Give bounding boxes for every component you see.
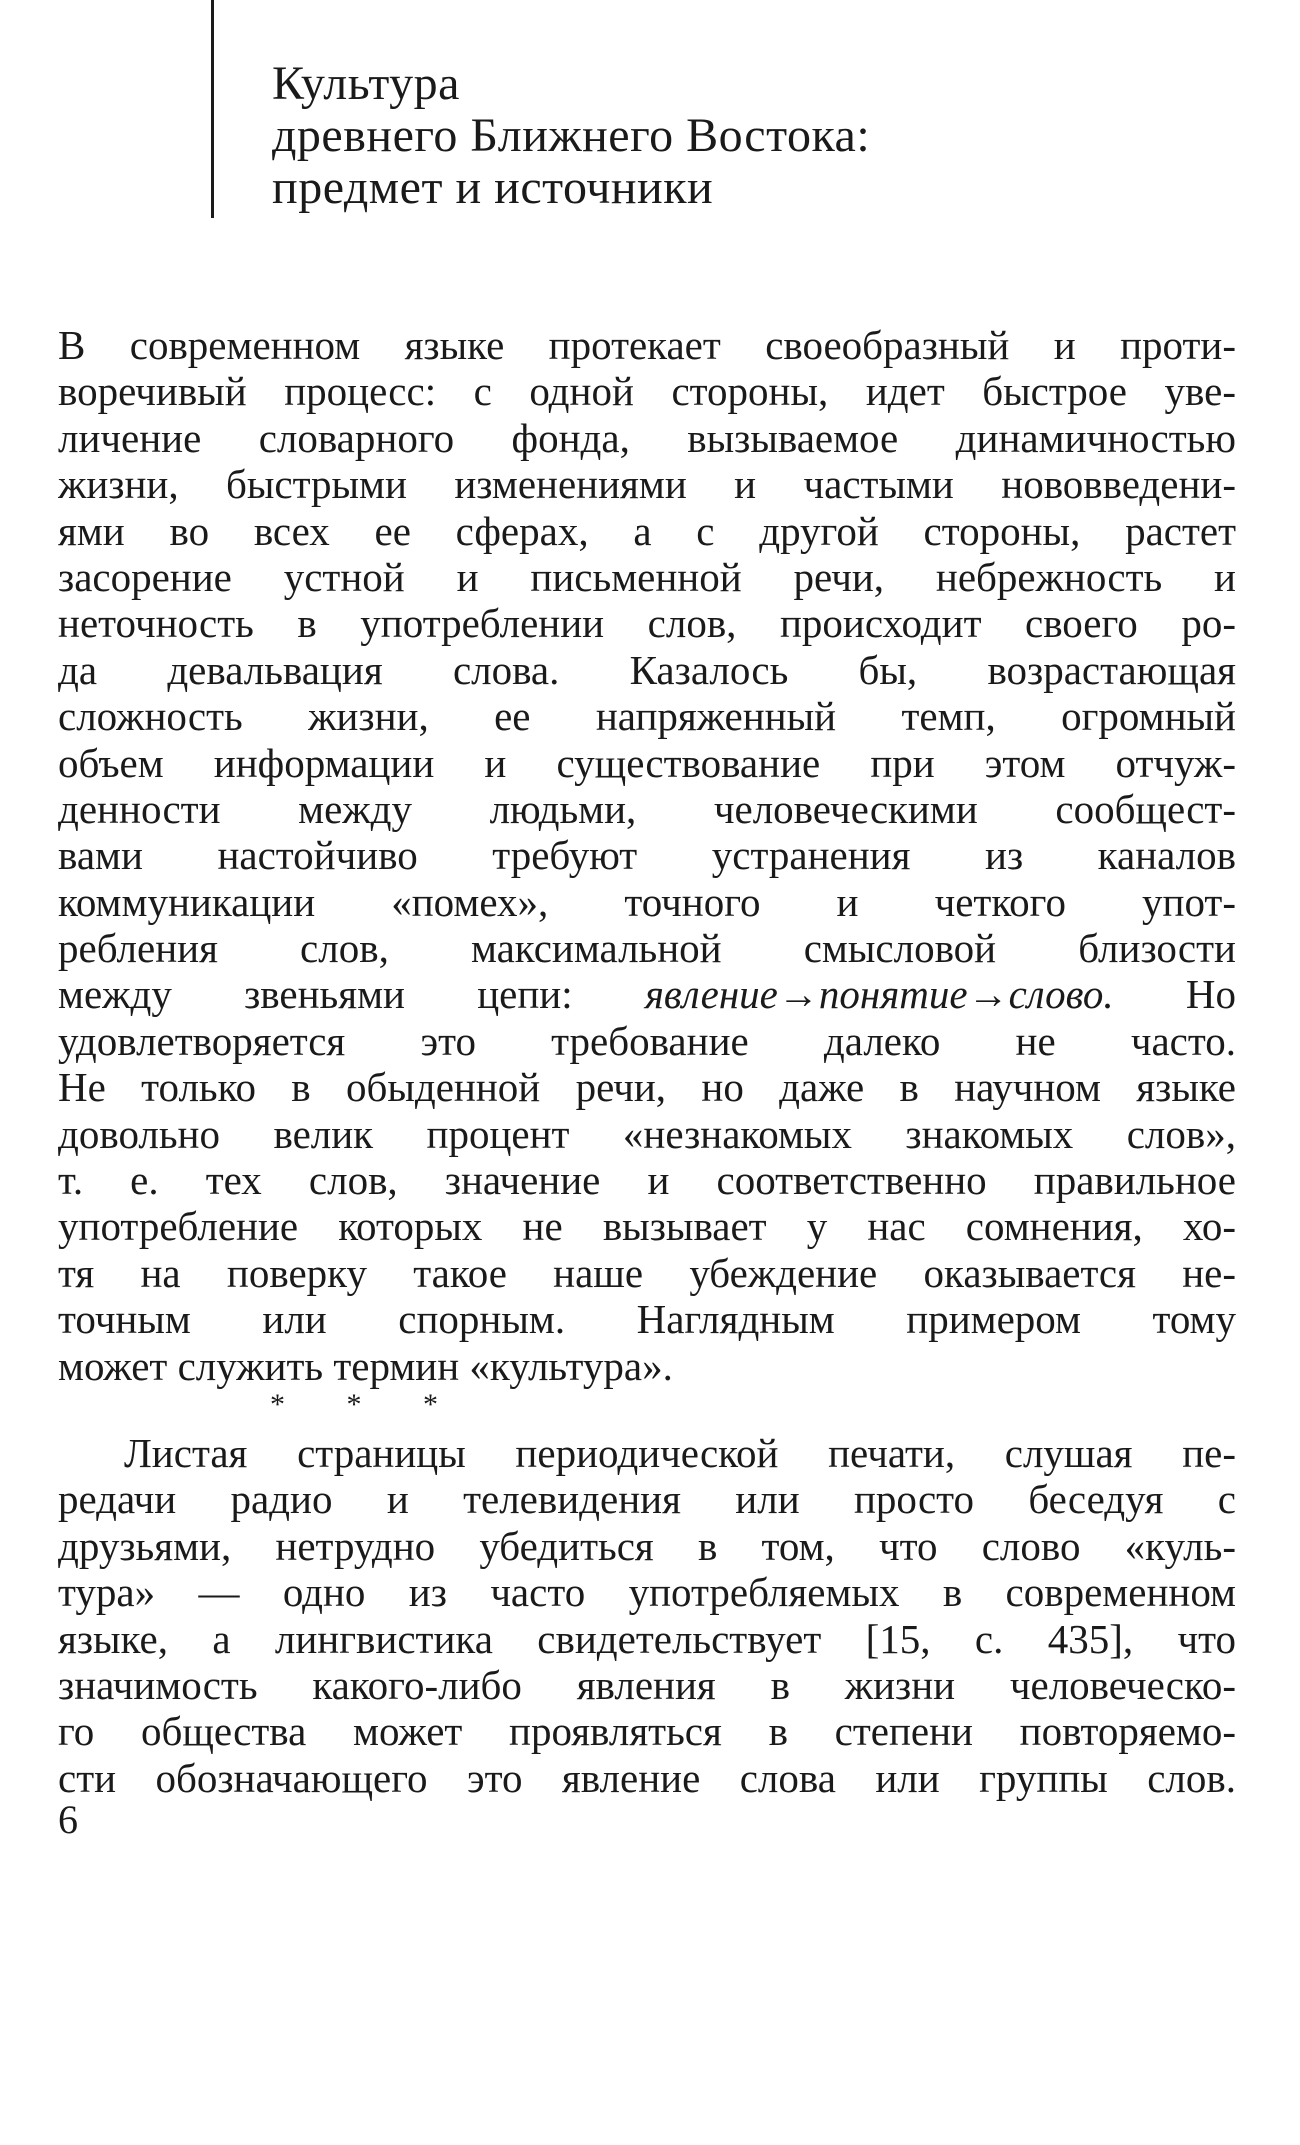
- text-line: довольно велик процент «незнакомых знакомых слов»,: [58, 1110, 1236, 1157]
- text-line: может служить термин «культура».: [58, 1342, 673, 1389]
- page-number: 6: [58, 1797, 78, 1842]
- text-fragment: между звеньями цепи:: [58, 971, 573, 1018]
- text-line: засорение устной и письменной речи, небрежность и: [58, 553, 1236, 600]
- paragraph-1: [58, 322, 1236, 1389]
- text-line: языке, а лингвистика свидетельствует [15, с. 435], что: [58, 1615, 1236, 1662]
- text-line: точным или спорным. Наглядным примером тому: [58, 1296, 1236, 1343]
- text-line: денности между людьми, человеческими сообщест-: [58, 785, 1236, 832]
- text-line: ями во всех ее сферах, а с другой стороны, растет: [58, 507, 1236, 554]
- text-line: личение словарного фонда, вызываемое динамичностью: [58, 414, 1236, 461]
- heading-line: древнего Ближнего Востока:: [272, 109, 871, 162]
- text-line: воречивый процесс: с одной стороны, идет быстрое уве-: [58, 368, 1236, 415]
- text-line-with-italic: [58, 971, 1236, 1017]
- heading-line: Культура: [272, 57, 460, 110]
- chapter-heading: [272, 58, 870, 214]
- text-line: сложность жизни, ее напряженный темп, огромный: [58, 693, 1236, 740]
- text-line: жизни, быстрыми изменениями и частыми нововведени-: [58, 461, 1236, 508]
- text-line: удовлетворяется это требование далеко не часто.: [58, 1017, 1236, 1064]
- heading-vertical-rule: [211, 0, 214, 218]
- text-line: да девальвация слова. Казалось бы, возрастающая: [58, 646, 1236, 693]
- text-line: редачи радио и телевидения или просто беседуя с: [58, 1476, 1236, 1523]
- text-line: объем информации и существование при этом отчуж-: [58, 739, 1236, 786]
- text-line: коммуникации «помех», точного и четкого упот-: [58, 878, 1236, 925]
- text-fragment: Но: [1185, 971, 1236, 1018]
- italic-term-chain: явление→понятие→слово.: [644, 971, 1114, 1018]
- text-line: го общества может проявляться в степени повторяемо-: [58, 1708, 1236, 1755]
- text-line: тура» — одно из часто употребляемых в современном: [58, 1569, 1236, 1616]
- text-line: ребления слов, максимальной смысловой близости: [58, 925, 1236, 972]
- text-line: вами настойчиво требуют устранения из каналов: [58, 832, 1236, 879]
- text-line: сти обозначающего это явление слова или группы слов.: [58, 1754, 1236, 1801]
- text-line: Листая страницы периодической печати, слушая пе-: [124, 1430, 1236, 1476]
- text-line: друзьями, нетрудно убедиться в том, что слово «куль-: [58, 1522, 1236, 1569]
- text-line: употребление которых не вызывает у нас сомнения, хо-: [58, 1203, 1236, 1250]
- text-line: Не только в обыденной речи, но даже в научном языке: [58, 1064, 1236, 1111]
- text-line: неточность в употреблении слов, происходит своего ро-: [58, 600, 1236, 647]
- text-line: т. е. тех слов, значение и соответственно правильное: [58, 1157, 1236, 1204]
- section-separator: * * *: [270, 1388, 438, 1421]
- text-line: тя на поверку такое наше убеждение оказывается не-: [58, 1249, 1236, 1296]
- text-line: значимость какого-либо явления в жизни человеческо-: [58, 1661, 1236, 1708]
- paragraph-2: [58, 1430, 1236, 1801]
- text-line: В современном языке протекает своеобразный и проти-: [58, 322, 1236, 368]
- heading-line: предмет и источники: [272, 161, 714, 214]
